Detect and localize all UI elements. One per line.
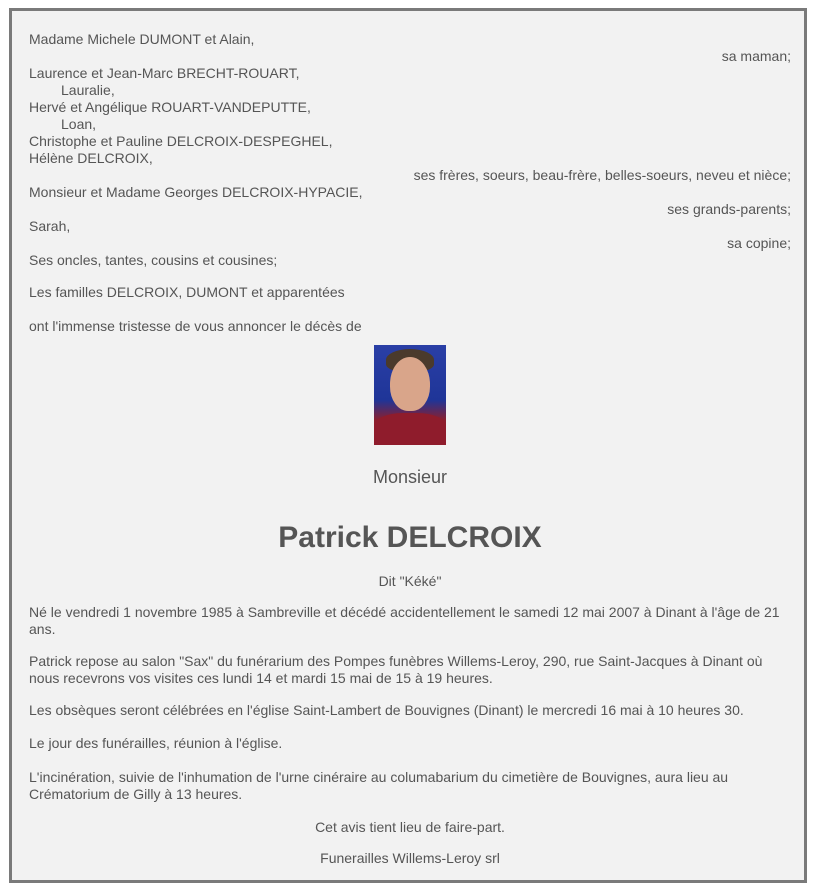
mother-line: Madame Michele DUMONT et Alain,	[29, 31, 255, 47]
relatives-line: Ses oncles, tantes, cousins et cousines;	[29, 252, 278, 268]
grandparents-role: ses grands-parents;	[667, 201, 791, 217]
notice-line: Cet avis tient lieu de faire-part.	[315, 819, 505, 835]
sibling1-line: Laurence et Jean-Marc BRECHT-ROUART,	[29, 65, 300, 81]
photo-face	[390, 357, 430, 411]
sibling4-line: Hélène DELCROIX,	[29, 150, 153, 166]
deceased-title: Monsieur	[372, 467, 448, 487]
mother-role: sa maman;	[721, 48, 791, 64]
siblings-role: ses frères, soeurs, beau-frère, belles-soeurs, neveu et nièce;	[413, 167, 791, 183]
funeral-paragraph: Les obsèques seront célébrées en l'église Saint-Lambert de Bouvignes (Dinant) le mercredi 16 mai à 10 heures 30.	[29, 702, 744, 718]
announcement-line: ont l'immense tristesse de vous annoncer le décès de	[29, 318, 362, 334]
sibling1-child: Lauralie,	[61, 82, 115, 98]
obituary-frame	[9, 8, 807, 883]
girlfriend-line: Sarah,	[29, 218, 71, 234]
cremation-paragraph: L'incinération, suivie de l'inhumation de l'urne cinéraire au columabarium du cimetière de Bouvignes, aura lieu au Crématorium de Gilly à 13 heures.	[29, 769, 729, 802]
grandparents-line: Monsieur et Madame Georges DELCROIX-HYPACIE,	[29, 184, 363, 200]
deceased-photo	[374, 345, 446, 445]
sibling3-line: Christophe et Pauline DELCROIX-DESPEGHEL,	[29, 133, 333, 149]
deceased-name: Patrick DELCROIX	[278, 521, 542, 554]
families-line: Les familles DELCROIX, DUMONT et apparentées	[29, 284, 345, 300]
deceased-nickname: Dit "Kéké"	[378, 573, 442, 589]
sibling2-child: Loan,	[61, 116, 97, 132]
birth-death-paragraph: Né le vendredi 1 novembre 1985 à Sambreville et décédé accidentellement le samedi 12 mai 2007 à Dinant à l'âge de 21 ans.	[29, 604, 780, 637]
visitation-paragraph: Patrick repose au salon "Sax" du funérarium des Pompes funèbres Willems-Leroy, 290, rue Saint-Jacques à Dinant où nous recevrons vos visites ces lundi 14 et mardi 15 mai de 15 à 19 heures.	[29, 653, 763, 686]
photo-shirt	[374, 413, 446, 445]
girlfriend-role: sa copine;	[727, 235, 791, 251]
gathering-paragraph: Le jour des funérailles, réunion à l'église.	[29, 735, 283, 751]
funeral-home-line: Funerailles Willems-Leroy srl	[320, 850, 500, 866]
sibling2-line: Hervé et Angélique ROUART-VANDEPUTTE,	[29, 99, 311, 115]
